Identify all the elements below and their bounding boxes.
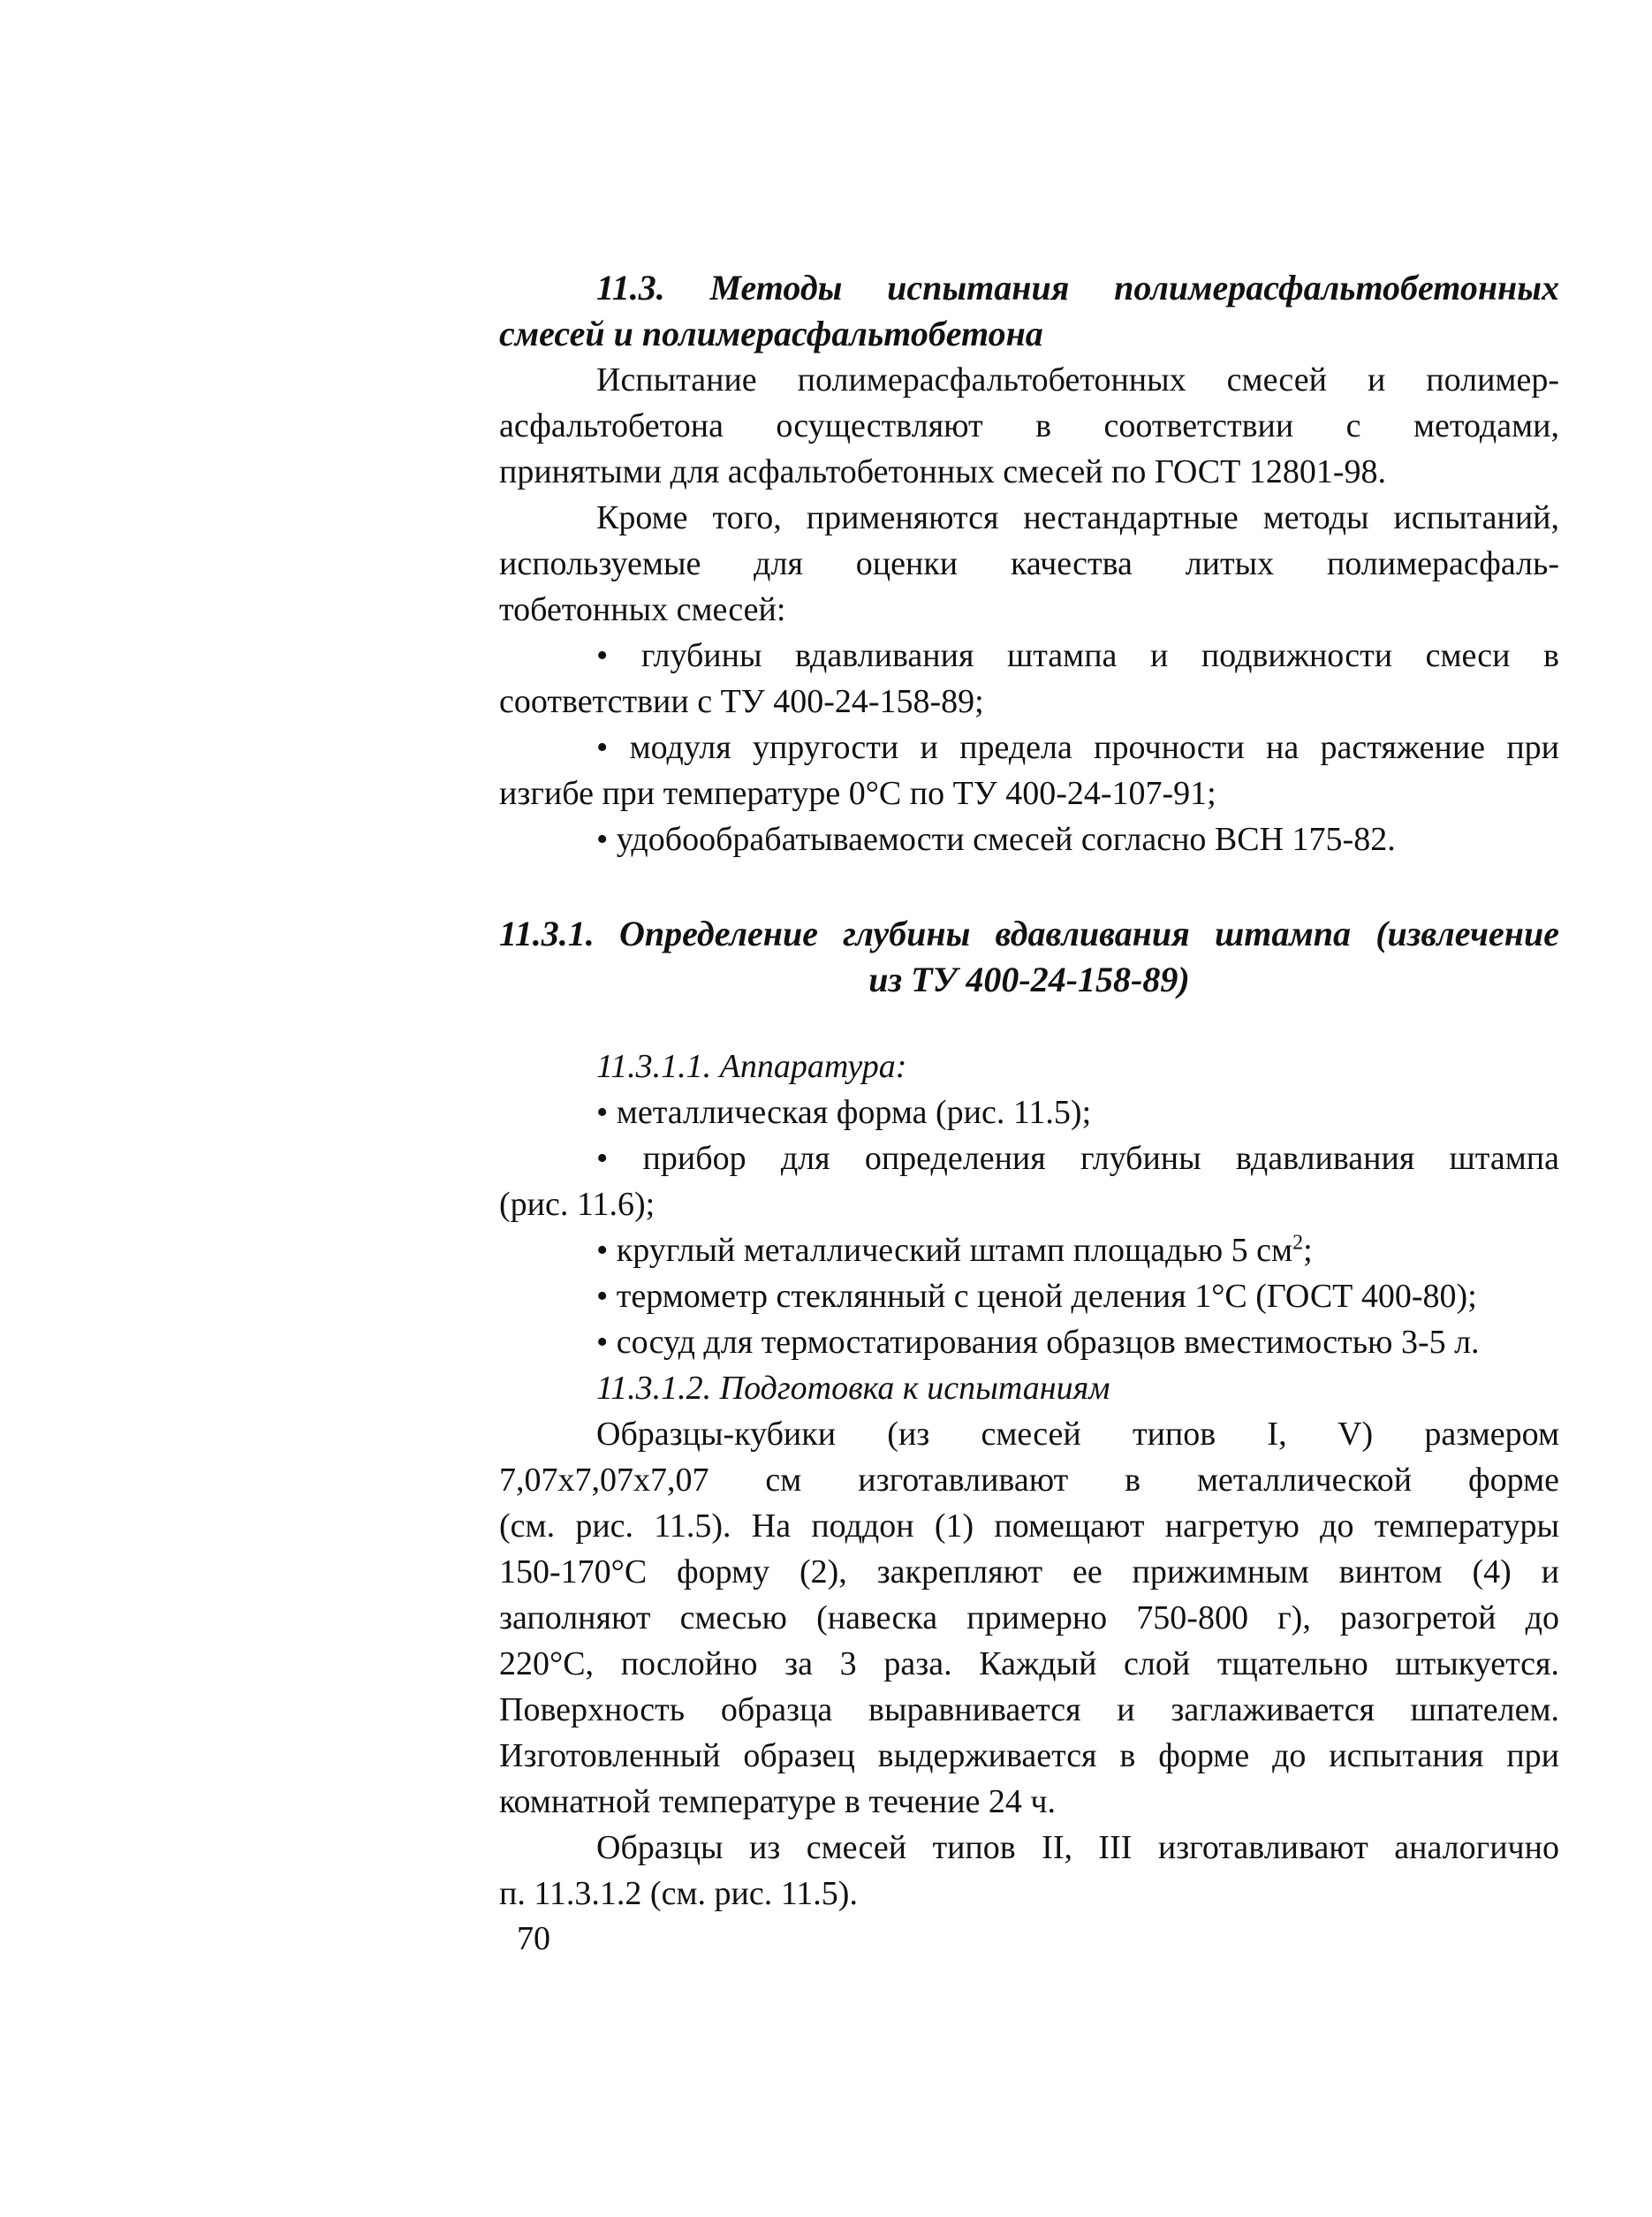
list-item: • глубины вдавливания штампа и подвижности смеси в [596,637,1559,674]
prep-p1-line: Образцы-кубики (из смесей типов I, V) размером [596,1416,1559,1453]
page-number: 70 [517,1920,550,1957]
stamp-area-text: • круглый металлический штамп площадью 5 см [596,1232,1293,1269]
unit-superscript: 2 [1292,1231,1304,1255]
document-page [499,265,1559,1917]
prep-p1-line: Изготовленный образец выдерживается в форме до испытания при [499,1737,1559,1774]
intro-p1-line-3: принятыми для асфальтобетонных смесей по ГОСТ 12801-98. [499,453,1386,490]
prep-p1-line: заполняют смесью (навеска примерно 750-800 г), разогретой до [499,1599,1559,1636]
intro-p1-line-1: Испытание полимерасфальтобетонных смесей и полимер- [596,361,1559,399]
list-item: • металлическая форма (рис. 11.5); [596,1094,1092,1131]
prep-p1-line: 150-170°С форму (2), закрепляют ее прижимным винтом (4) и [499,1553,1559,1591]
list-item: • термометр стеклянный с ценой деления 1°С (ГОСТ 400-80); [596,1278,1477,1315]
intro-p2-line-2: используемые для оценки качества литых полимерасфаль- [499,545,1559,582]
section-title-line-2: смесей и полимерасфальтобетона [499,314,1043,353]
intro-p2-line-1: Кроме того, применяются нестандартные методы испытаний, [596,499,1559,536]
preparation-heading: 11.3.1.2. Подготовка к испытаниям [596,1370,1110,1407]
prep-p1-line: 220°С, послойно за 3 раза. Каждый слой тщательно штыкуется. [499,1645,1559,1682]
subsection-title-line-2: из ТУ 400-24-158-89) [868,960,1190,999]
prep-p1-line: Поверхность образца выравнивается и заглаживается шпателем. [499,1691,1559,1728]
prep-p1-line: (см. рис. 11.5). На поддон (1) помещают нагретую до температуры [499,1507,1559,1545]
prep-p1-line: 7,07х7,07х7,07 см изготавливают в металлической форме [499,1462,1559,1499]
intro-p1-line-2: асфальтобетона осуществляют в соответствии с методами, [499,407,1559,444]
prep-p2-line: Образцы из смесей типов II, III изготавливают аналогично [596,1829,1559,1866]
list-item: • удобообрабатываемости смесей согласно ВСН 175-82. [596,821,1396,858]
list-item-continuation: (рис. 11.6); [499,1186,655,1223]
list-item: • сосуд для термостатирования образцов вместимостью 3-5 л. [596,1324,1480,1361]
list-item: • прибор для определения глубины вдавливания штампа [596,1140,1559,1177]
prep-p1-line: комнатной температуре в течение 24 ч. [499,1783,1057,1820]
item-tail: ; [1303,1232,1313,1269]
list-item-continuation: соответствии с ТУ 400-24-158-89; [499,683,984,720]
subsection-title-line-1: 11.3.1. Определение глубины вдавливания штампа (извлечение [499,914,1559,953]
list-item: • модуля упругости и предела прочности на растяжение при [596,729,1559,766]
list-item-continuation: изгибе при температуре 0°С по ТУ 400-24-107-91; [499,775,1216,812]
list-item [499,1227,1559,1273]
intro-p2-line-3: тобетонных смесей: [499,591,786,628]
section-title-line-1: 11.3. Методы испытания полимерасфальтобетонных [596,268,1559,307]
prep-p2-line: п. 11.3.1.2 (см. рис. 11.5). [499,1875,858,1912]
apparatus-heading: 11.3.1.1. Аппаратура: [596,1048,907,1085]
